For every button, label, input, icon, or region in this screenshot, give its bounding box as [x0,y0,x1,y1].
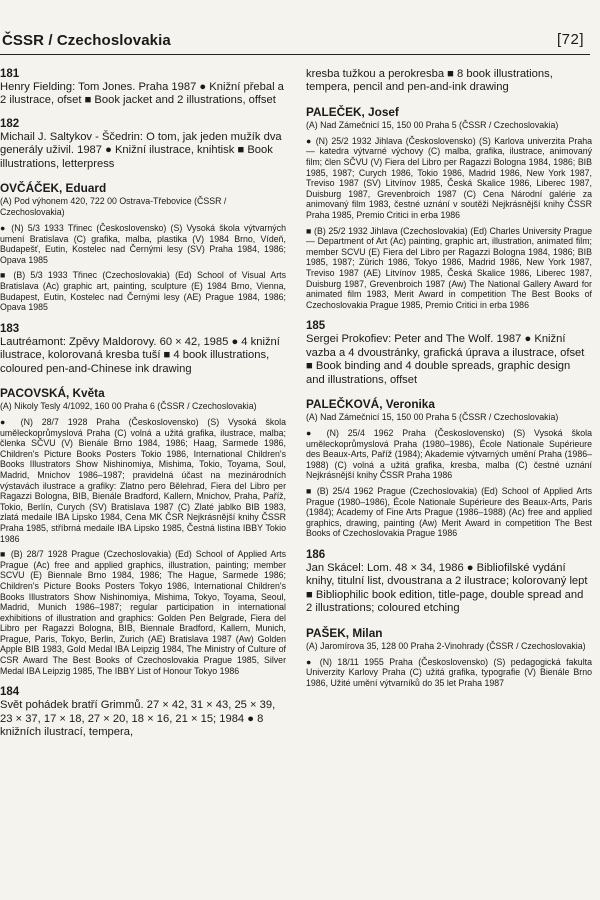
artist-bio-english: ■ (B) 25/2 1932 Jihlava (Czechoslovakia) (Ed) Charles University Prague — Department of Art (Ac) painting, graphic art, illustration, animated film; member SCVU (E) Fiera del Libro per Ragazzi Bologna 1984, 1986; BIB 1985, 1987; Zürich 1986, Tokyo 1986, Madrid 1986, New York 1987, Treviso 1987 (AE) Litvínov 1985, Česká Skalice 1986, Liberec 1987, Duisburg 1987, Grevenbroich 1987 (Aw) The National Gallery Award for animated film 1983, Merit Award in competition The Best Books of Czechoslovakia Prague 1985, Premio Critici in erba 1986 [306,225,592,310]
artist-pasek [306,626,592,689]
catalogue-entry-181 [0,68,286,108]
artist-bio-czech: ● (N) 28/7 1928 Praha (Československo) (S) Vysoká škola uměleckoprůmyslová Praha (C) volná a užitá grafika, ilustrace, malba; členka SČVU (V) Bienále Brno 1984, 1986; Haag, Sarmede 1986, Children's Picture Books Posters Tokio 1986, International Children's Books Illustrators Show Nishinomiya, Mishima, Tokio, Toyama, Soul, Madrid, Mnichov 1986–1987; pravidelná účast na mezinárodních výstavách ilustrace a grafiky: Zlatno pero Bělehrad, Fiera del Libro per Ragazzi Bologna, BIB, Bienále Bradford, Kallern, Mnichov, Praha, Paříž, Tokio, Berlín, Curych (SV) Bratislava 1987 (C) Zlaté jablko BIB 1983, zlatá medaile IBA Lipsko 1984, Cena MK ČSR Nejkrásnější knihy ČSSR Praha 1985, stříbrná medaile IBA Lipsko 1985, Čestná listina IBBY Tokio 1986 [0,417,286,544]
page-number: [72] [556,31,584,48]
artist-name: PACOVSKÁ, Květa [0,386,105,400]
artist-palecek [306,105,592,311]
entry-description: Lautréamont: Zpěvy Maldorovy. 60 × 42, 1985 ● 4 knižní ilustrace, kolorovaná kresba tuší ■ 4 book illustrations, coloured pen-and-Chinese ink drawing [0,335,280,375]
entry-number: 183 [0,322,20,335]
entry-description: Sergei Prokofiev: Peter and The Wolf. 1987 ● Knižní vazba a 4 dvoustránky, grafická úprava a ilustrace, ofset ■ Book binding and 4 double spreads, graphic design and illustrations, offset [306,333,585,386]
artist-name: PALEČKOVÁ, Veronika [306,396,435,411]
catalogue-entry-184 [0,686,286,739]
entry-number: 186 [306,548,326,561]
artist-bio-czech: ● (N) 25/2 1932 Jihlava (Československo) (S) Karlova univerzita Praha — katedra výtvarné výchovy (C) malba, grafika, ilustrace, animovaný film; člen SČVU (V) Fiera del Libro per Ragazzi Bologna 1984, 1986; BIB 1985, 1987; Curych 1986, Tokio 1986, Madrid 1986, New York 1987, Treviso 1987 (SV) Litvínov 1985, Česká Skalice 1986, Liberec 1987, Duisburg 1987, Grevenbroich 1987 (C) Cena Národní galérie za animovaný film 1983, čestné uznání v soutěži Nejkrásnější knihy ČSSR Praha 1985, Premio Critici in erba 1986 [306,135,592,220]
artist-name: OVČÁČEK, Eduard [0,181,107,196]
artist-address: (A) Jaromírova 35, 128 00 Praha 2-Vinohrady (ČSSR / Czechoslovakia) [306,640,586,651]
catalogue-entry-185 [306,320,592,387]
right-column [306,68,592,896]
artist-address: (A) Nikoly Tesly 4/1092, 160 00 Praha 6 (ČSSR / Czechoslovakia) [0,401,257,411]
artist-bio-czech: ● (N) 5/3 1933 Třinec (Československo) (S) Vysoká škola výtvarných umení Bratislava (C) grafika, malba, plastika (V) 1984 Brno, Vídeň, Budapešť, Eutin, Kostelec nad Černými lesy (SV) Praha 1984, 1986; Opava 1985 [0,223,286,265]
artist-name: PALEČEK, Josef [306,104,399,119]
running-head-title: ČSSR / Czechoslovakia [2,32,171,49]
artist-paleckova [306,397,592,539]
entry-description: Michail J. Saltykov - Ščedrin: O tom, jak jeden mužík dva generály uživil. 1987 ● Knižní ilustrace, knihtisk ■ Book illustrations, letterpress [0,130,282,170]
catalogue-entry-183 [0,323,286,376]
catalogue-entry-184-continued [306,68,592,95]
entry-description: Jan Skácel: Lom. 48 × 34, 1986 ● Bibliofilské vydání knihy, titulní list, dvoustrana a 2 ilustrace; kolorovaný lept ■ Bibliophilic book edition, title-page, double spread and 2 illustrations; coloured etching [306,561,588,615]
header-rule [0,54,590,55]
entry-description: Svět pohádek bratří Grimmů. 27 × 42, 31 × 43, 25 × 39, 23 × 37, 17 × 18, 27 × 20, 18 × 16, 21 × 15; 1984 ● 8 knižních ilustrací, tempera, [0,699,276,739]
artist-bio-czech: ● (N) 18/11 1955 Praha (Československo) (S) pedagogická fakulta Univerzity Karlovy Praha (C) užitá grafika, typografie (V) Bienále Brno 1986, Užité umění výtvarníků do 35 let Praha 1987 [306,656,592,688]
artist-pacovska [0,386,286,676]
catalogue-entry-186 [306,549,592,616]
artist-bio-english: ■ (B) 25/4 1962 Prague (Czechoslovakia) (Ed) School of Applied Arts Prague (1980–1986), École Nationale Supérieure des Beaux-Arts, Paris (1984); Academy of Fine Arts Prague (1986–1988) (Ac) free and applied graphics, drawing, painting (Aw) Merit Award in competition The Best Books of Czechoslovakia Prague 1986 [306,485,592,539]
running-header [0,30,590,56]
entry-number: 184 [0,686,20,699]
left-column [0,68,286,896]
entry-number: 182 [0,117,20,130]
artist-bio-english: ■ (B) 28/7 1928 Prague (Czechoslovakia) (Ed) School of Applied Arts Prague (Ac) free and applied graphics, illustration, painting; member SCVU (E) Biennale Brno 1984, 1986; The Hague, Sarmede 1986; Children's Picture Books Posters Tokyo 1986, International Children's Books Illustrators Show Nishinomiya, Mishima, Tokyo, Toyama, Seoul, Madrid, Munich 1986–1987; regular participation in international exhibitions of illustration and graphics: Golden Pen Belgrade, Fiera del Libro per Ragazzi Bologna, BIB, Biennale Bradford, Kallern, Munich, Prague, Paris, Tokyo, Berlin, Zurich (AE) Bratislava 1987 (Aw) Golden Apple BIB 1983, Gold Medal IBA Leipzig 1984, The Ministry of Culture of CSR Award The Best Books of Czechoslovakia Prague 1985, Silver Medal IBA Leipzig 1985, The IBBY List of Honour Tokyo 1986 [0,549,286,676]
entry-number: 185 [306,320,326,333]
artist-address: (A) Pod výhonem 420, 722 00 Ostrava-Třebovice (ČSSR / Czechoslovakia) [0,196,227,218]
artist-bio-english: ■ (B) 5/3 1933 Třinec (Czechoslovakia) (Ed) School of Visual Arts Bratislava (Ac) graphic art, painting, sculpture (E) 1984 Brno, Vienna, Budapest, Eutin, Kostelec nad Černými lesy (AE) Prague 1984, 1986; Opava 1985 [0,270,286,313]
entry-number: 181 [0,68,20,80]
artist-address: (A) Nad Zámečnicí 15, 150 00 Praha 5 (ČSSR / Czechoslovakia) [306,119,559,130]
catalogue-entry-182 [0,118,286,171]
entry-description-continued: kresba tužkou a perokresba ■ 8 book illustrations, tempera, pencil and pen-and-ink drawing [306,68,553,94]
artist-bio-czech: ● (N) 25/4 1962 Praha (Československo) (S) Vysoká škola uměleckoprůmyslová Praha (1980–1986), École Nationale Supérieure des Beaux-Arts, Paříž (1984); Akademie výtvarných umění Praha (1986–1988) (C) volná a užitá grafika, kresba, malba (C) čestné uznání Nejkrásnější knihy ČSSR Praha 1986 [306,427,592,481]
entry-description: Henry Fielding: Tom Jones. Praha 1987 ● Knižní přebal a 2 ilustrace, ofset ■ Book jacket and 2 illustrations, offset [0,81,284,107]
artist-name: PAŠEK, Milan [306,625,383,640]
artist-ovcacek [0,181,286,313]
artist-address: (A) Nad Zámečnicí 15, 150 00 Praha 5 (ČSSR / Czechoslovakia) [306,411,559,422]
